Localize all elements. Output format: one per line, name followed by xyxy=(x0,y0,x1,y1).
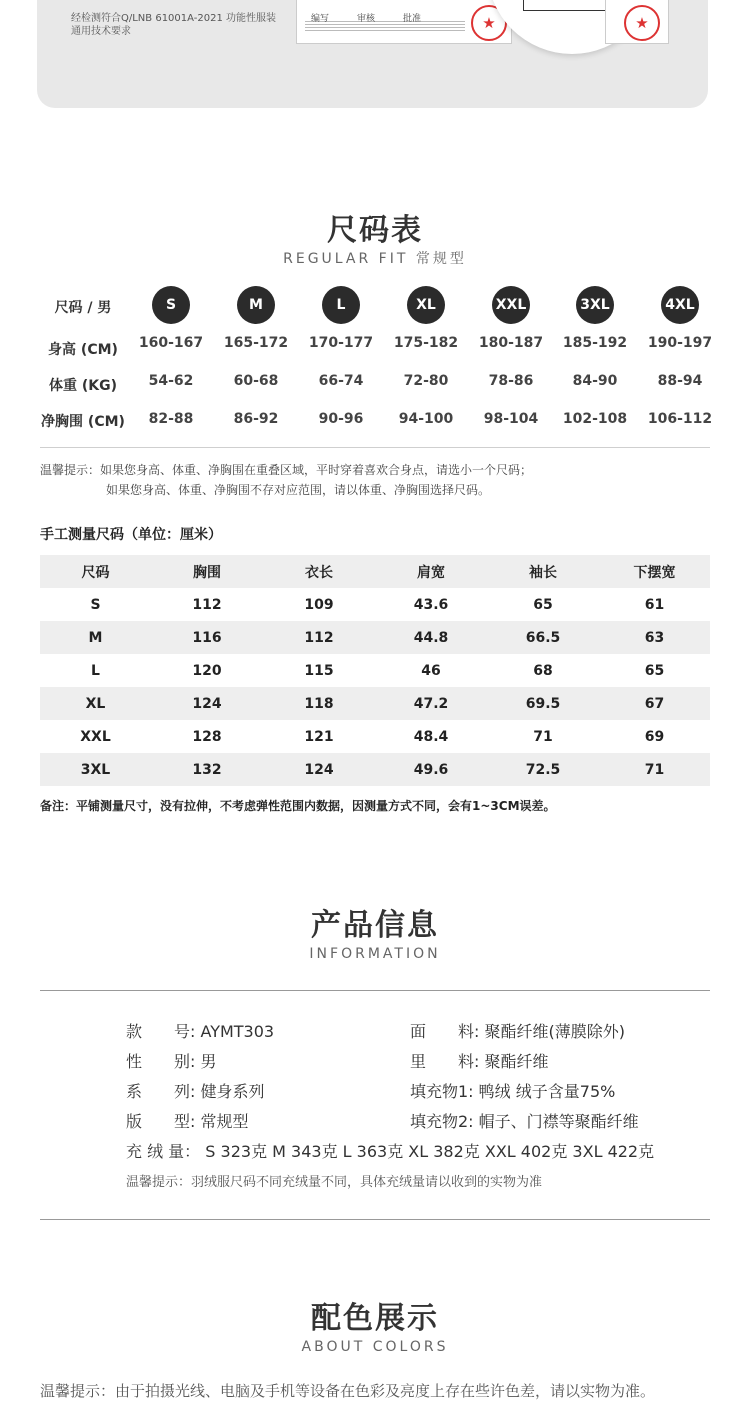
table-header: 下摆宽 xyxy=(633,564,676,581)
product-info-subtitle: INFORMATION xyxy=(309,946,441,962)
info-value: 聚酯纤维(薄膜除外) xyxy=(484,1022,625,1041)
signature-1: 编写 xyxy=(311,14,330,24)
info-label: 填充物2: xyxy=(410,1112,474,1131)
table-row xyxy=(40,753,710,786)
info-fill-amount xyxy=(126,1139,654,1162)
info-value: 帽子、门襟等聚酯纤维 xyxy=(478,1112,639,1131)
table-cell: M xyxy=(88,629,103,646)
info-value: 聚酯纤维 xyxy=(484,1052,549,1071)
info-fabric xyxy=(410,1019,625,1042)
size-circle-l: L xyxy=(322,286,360,324)
size-circle-xxl: XXL xyxy=(492,286,530,324)
chest-cell: 106-112 xyxy=(647,411,713,427)
height-cell: 185-192 xyxy=(562,335,628,351)
info-gender xyxy=(126,1049,217,1072)
info-style-no xyxy=(126,1019,274,1042)
measure-note: 备注：平铺测量尺寸，没有拉伸，不考虑弹性范围内数据，因测量方式不同，会有1~3CM误差。 xyxy=(40,799,556,813)
table-cell: 66.5 xyxy=(525,629,561,646)
height-cell: 175-182 xyxy=(393,335,459,351)
chest-cell: 102-108 xyxy=(562,411,628,427)
measure-table xyxy=(40,555,710,786)
red-stamp-icon: ★ xyxy=(471,5,507,41)
table-cell: 109 xyxy=(304,596,334,613)
size-chart-subtitle: REGULAR FIT 常规型 xyxy=(283,251,467,267)
table-cell: 65 xyxy=(533,596,553,613)
info-value: 男 xyxy=(200,1052,217,1071)
product-info-title: 产品信息 xyxy=(311,908,439,943)
chest-cell: 82-88 xyxy=(148,411,194,427)
chest-cell: 86-92 xyxy=(233,411,279,427)
weight-cell: 72-80 xyxy=(403,373,449,389)
info-filling-1 xyxy=(410,1079,615,1102)
info-series xyxy=(126,1079,265,1102)
table-cell: XXL xyxy=(80,728,111,745)
colors-subtitle: ABOUT COLORS xyxy=(301,1339,449,1355)
table-cell: 120 xyxy=(192,662,222,679)
certificate-note-line1: 经检测符合Q/LNB 61001A-2021 功能性服装 xyxy=(71,13,276,24)
size-circle-m: M xyxy=(237,286,275,324)
weight-cell: 88-94 xyxy=(657,373,703,389)
red-stamp-icon: ★ xyxy=(624,5,660,41)
table-cell: 68 xyxy=(533,662,553,679)
info-label: 款 号: xyxy=(126,1022,196,1041)
table-cell: 72.5 xyxy=(525,761,561,778)
table-cell: 63 xyxy=(644,629,665,646)
divider xyxy=(40,447,710,448)
table-row xyxy=(40,720,710,753)
table-cell: 71 xyxy=(644,761,665,778)
table-row xyxy=(40,687,710,720)
table-header: 袖长 xyxy=(529,564,557,581)
table-cell: 47.2 xyxy=(413,695,449,712)
table-header: 肩宽 xyxy=(417,564,445,581)
table-cell: 118 xyxy=(304,695,334,712)
info-value: S 323克 M 343克 L 363克 XL 382克 XXL 402克 3XL 422克 xyxy=(205,1142,655,1161)
size-tip-line1: 温馨提示：如果您身高、体重、净胸围在重叠区域，平时穿着喜欢合身点，请选小一个尺码； xyxy=(40,463,533,477)
weight-cell: 60-68 xyxy=(233,373,279,389)
size-chart-title: 尺码表 xyxy=(327,213,423,248)
info-label: 填充物1: xyxy=(410,1082,474,1101)
certificate-note-line2: 通用技术要求 xyxy=(71,26,131,37)
divider xyxy=(40,990,710,991)
size-circle-4xl: 4XL xyxy=(661,286,699,324)
signature-3: 批准 xyxy=(403,14,422,24)
table-cell: 69.5 xyxy=(525,695,561,712)
table-cell: 71 xyxy=(533,728,553,745)
divider xyxy=(40,1219,710,1220)
info-value: 常规型 xyxy=(200,1112,249,1131)
colors-tip: 温馨提示：由于拍摄光线、电脑及手机等设备在色彩及亮度上存在些许色差，请以实物为准。 xyxy=(40,1382,656,1400)
info-lining xyxy=(410,1049,549,1072)
weight-cell: 78-86 xyxy=(488,373,534,389)
table-cell: 69 xyxy=(644,728,665,745)
table-row xyxy=(40,654,710,687)
row-label-weight: 体重 (KG) xyxy=(48,378,117,394)
info-value: AYMT303 xyxy=(200,1022,275,1041)
weight-cell: 54-62 xyxy=(148,373,194,389)
table-cell: 48.4 xyxy=(413,728,449,745)
chest-cell: 98-104 xyxy=(483,411,539,427)
table-row xyxy=(40,588,710,621)
info-label: 版 型: xyxy=(126,1112,196,1131)
info-label: 充 绒 量： xyxy=(126,1142,201,1161)
table-cell: 46 xyxy=(421,662,441,679)
table-header: 衣长 xyxy=(305,564,333,581)
table-header: 尺码 xyxy=(81,564,110,581)
table-header: 胸围 xyxy=(193,564,221,581)
table-cell: 3XL xyxy=(80,761,111,778)
table-cell: 124 xyxy=(304,761,334,778)
size-circle-s: S xyxy=(152,286,190,324)
info-filling-2 xyxy=(410,1109,639,1132)
row-label-height: 身高 (CM) xyxy=(48,342,118,358)
signature-2: 审核 xyxy=(357,14,376,24)
table-cell: 44.8 xyxy=(413,629,449,646)
table-cell: 67 xyxy=(644,695,665,712)
height-cell: 180-187 xyxy=(478,335,544,351)
size-circle-3xl: 3XL xyxy=(576,286,614,324)
chest-cell: 94-100 xyxy=(398,411,454,427)
weight-cell: 84-90 xyxy=(572,373,618,389)
info-value: 鸭绒 绒子含量75% xyxy=(478,1082,616,1101)
height-cell: 160-167 xyxy=(138,335,204,351)
table-row xyxy=(40,621,710,654)
info-label: 系 列: xyxy=(126,1082,196,1101)
table-cell: 116 xyxy=(192,629,222,646)
table-cell: 112 xyxy=(192,596,222,613)
table-cell: 132 xyxy=(192,761,222,778)
info-label: 面 料: xyxy=(410,1022,480,1041)
info-label: 性 别: xyxy=(126,1052,196,1071)
table-cell: 115 xyxy=(304,662,334,679)
certificate-panel xyxy=(37,0,708,108)
info-label: 里 料: xyxy=(410,1052,480,1071)
table-cell: S xyxy=(90,596,101,613)
table-cell: 49.6 xyxy=(413,761,449,778)
table-cell: 43.6 xyxy=(413,596,449,613)
weight-cell: 66-74 xyxy=(318,373,364,389)
table-cell: XL xyxy=(85,695,106,712)
height-cell: 165-172 xyxy=(223,335,289,351)
certificate-document xyxy=(296,0,512,44)
size-circle-xl: XL xyxy=(407,286,445,324)
table-cell: 61 xyxy=(644,596,665,613)
certificate-note xyxy=(71,12,276,38)
colors-title: 配色展示 xyxy=(311,1301,439,1336)
table-cell: 112 xyxy=(304,629,334,646)
table-cell: 128 xyxy=(192,728,222,745)
size-tip-line2: 如果您身高、体重、净胸围不存对应范围，请以体重、净胸围选择尺码。 xyxy=(106,483,491,497)
certificate-document-2 xyxy=(605,0,669,44)
chest-cell: 90-96 xyxy=(318,411,364,427)
table-cell: 124 xyxy=(192,695,222,712)
product-info-tip: 温馨提示：羽绒服尺码不同充绒量不同，具体充绒量请以收到的实物为准 xyxy=(126,1175,543,1190)
table-cell: 65 xyxy=(644,662,665,679)
info-fit xyxy=(126,1109,249,1132)
row-label-size: 尺码 / 男 xyxy=(54,300,112,316)
info-value: 健身系列 xyxy=(200,1082,265,1101)
height-cell: 170-177 xyxy=(308,335,374,351)
measure-table-title: 手工测量尺码（单位：厘米） xyxy=(40,527,222,543)
table-header-row xyxy=(40,555,710,588)
row-label-chest: 净胸围 (CM) xyxy=(41,414,125,430)
table-cell: L xyxy=(91,662,100,679)
height-cell: 190-197 xyxy=(647,335,713,351)
table-cell: 121 xyxy=(304,728,334,745)
